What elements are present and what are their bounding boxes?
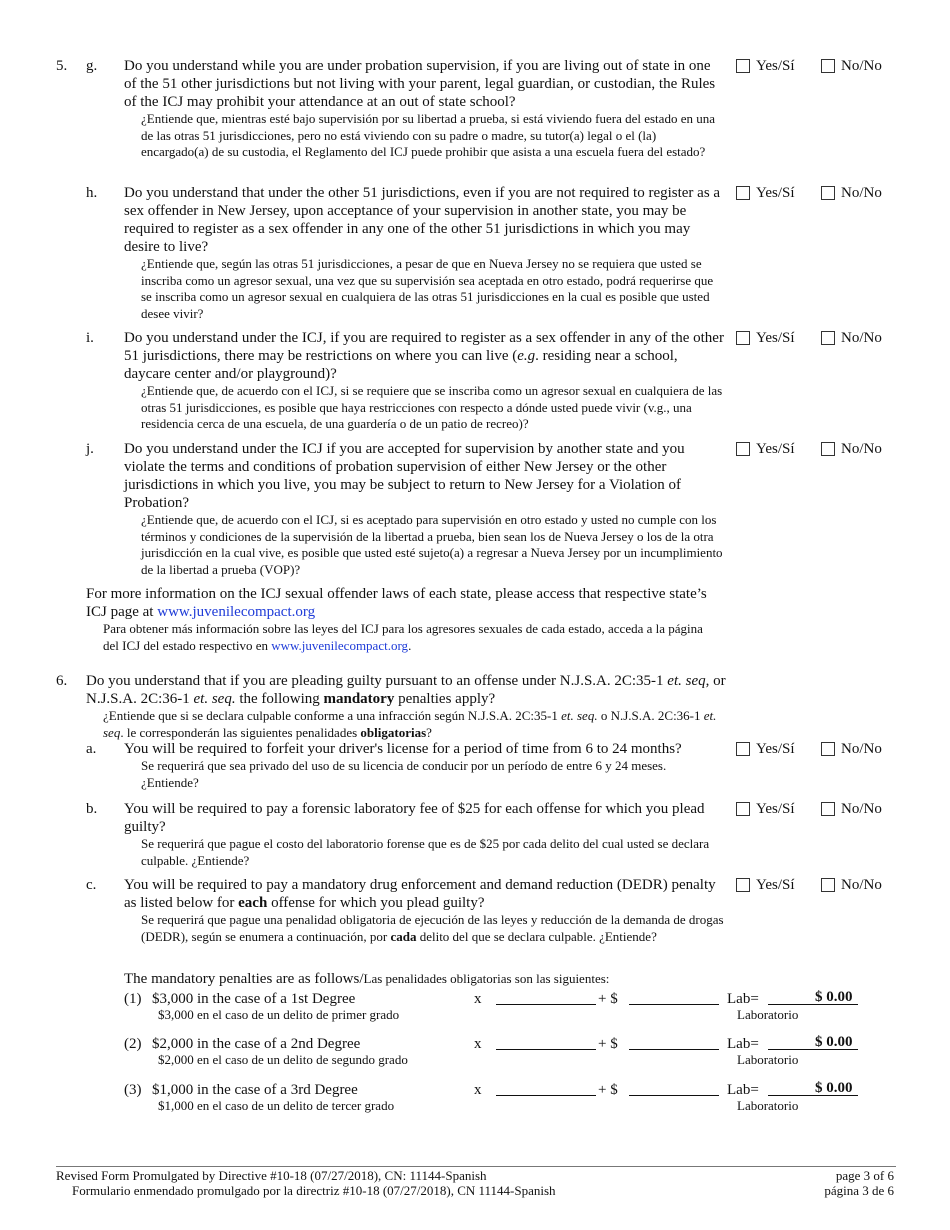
lab-label: Lab= — [727, 1082, 759, 1098]
footer-left-en: Revised Form Promulgated by Directive #10-18 (07/27/2018), CN: 11144-Spanish — [56, 1168, 487, 1183]
amount-field[interactable] — [629, 1049, 719, 1050]
question-text-es: ¿Entiende que si se declara culpable conforme a una infracción según N.J.S.A. 2C:35-1 et. seq. o N.J.S.A. 2C:36-1 et. seq. le corresponderán las siguientes penalidades obligatorias? — [103, 708, 717, 740]
no-label: No/No — [841, 741, 882, 757]
no-checkbox-6b[interactable] — [821, 800, 882, 818]
checkbox[interactable] — [821, 59, 835, 73]
penalty-label-es: $2,000 en el caso de un delito de segundo grado — [158, 1052, 408, 1067]
no-checkbox-5i[interactable] — [821, 329, 882, 347]
question-6b — [124, 800, 724, 869]
no-checkbox-5g[interactable] — [821, 57, 882, 75]
plus-dollar: + $ — [598, 1082, 618, 1098]
yes-checkbox-5g[interactable] — [736, 57, 795, 75]
yes-label: Yes/Sí — [756, 330, 795, 346]
quantity-field[interactable] — [496, 1049, 596, 1050]
icj-info — [86, 585, 711, 654]
penalty-label-en: $1,000 in the case of a 3rd Degree — [152, 1082, 358, 1098]
footer-divider — [56, 1166, 896, 1167]
item-letter: b. — [86, 801, 98, 817]
yes-checkbox-5j[interactable] — [736, 440, 795, 458]
checkbox[interactable] — [821, 878, 835, 892]
question-text-en: You will be required to pay a mandatory drug enforcement and demand reduction (DEDR) penalty as listed below for each offense for which you plead guilty? — [124, 877, 716, 911]
item-letter: a. — [86, 741, 97, 757]
checkbox[interactable] — [736, 331, 750, 345]
yes-label: Yes/Sí — [756, 185, 795, 201]
quantity-field[interactable] — [496, 1095, 596, 1096]
yes-label: Yes/Sí — [756, 741, 795, 757]
multiply-sign: x — [474, 1036, 482, 1052]
checkbox[interactable] — [736, 442, 750, 456]
footer-page-es: página 3 de 6 — [824, 1183, 894, 1198]
checkbox[interactable] — [821, 742, 835, 756]
question-text-es: ¿Entiende que, mientras esté bajo supervisión por su libertad a prueba, si está viviendo fuera del estado en una de las otras 51 jurisdicciones, pero no está viviendo con su padre o madre, su tutor(a) legal o el (la) encargado(a) de su custodia, el Reglamento del ICJ puede prohibir que asista a una escuela fuera del estado? — [141, 111, 715, 159]
question-5g — [124, 57, 724, 161]
yes-label: Yes/Sí — [756, 801, 795, 817]
multiply-sign: x — [474, 1082, 482, 1098]
no-label: No/No — [841, 801, 882, 817]
question-text-en: Do you understand that under the other 51 jurisdictions, even if you are not required to register as a sex offender in New Jersey, upon acceptance of your supervision in another state, you may be required to register as a sex offender in any one of the other 51 jurisdictions in which you may desire to live? — [124, 185, 721, 255]
yes-checkbox-6a[interactable] — [736, 740, 795, 758]
checkbox[interactable] — [736, 742, 750, 756]
yes-checkbox-5i[interactable] — [736, 329, 795, 347]
question-6c — [124, 876, 724, 945]
question-text-en: Do you understand under the ICJ, if you are required to register as a sex offender in any of the other 51 jurisdictions, there may be restrictions on where you can live (e.g. residing near a school, daycare center and/or playground)? — [124, 330, 724, 382]
yes-checkbox-6b[interactable] — [736, 800, 795, 818]
lab-label-es: Laboratorio — [737, 1052, 799, 1067]
question-text-en: You will be required to forfeit your driver's license for a period of time from 6 to 24 months? — [124, 741, 682, 757]
penalty-label-en: $2,000 in the case of a 2nd Degree — [152, 1036, 361, 1052]
question-text-en: Do you understand under the ICJ if you are accepted for supervision by another state and you violate the terms and conditions of probation supervision of either New Jersey or the other jurisdictions in which you live, you may be subject to return to New Jersey for a Violation of Probation? — [124, 441, 685, 511]
no-label: No/No — [841, 58, 882, 74]
footer-page-en: page 3 of 6 — [835, 1168, 894, 1183]
juvenilecompact-link[interactable]: www.juvenilecompact.org — [157, 604, 316, 620]
no-label: No/No — [841, 877, 882, 893]
penalty-number: (1) — [124, 991, 142, 1007]
no-label: No/No — [841, 185, 882, 201]
checkbox[interactable] — [736, 186, 750, 200]
no-label: No/No — [841, 441, 882, 457]
penalties-intro: The mandatory penalties are as follows/Las penalidades obligatorias son las siguientes: — [124, 971, 610, 987]
lab-label: Lab= — [727, 991, 759, 1007]
no-checkbox-5j[interactable] — [821, 440, 882, 458]
no-label: No/No — [841, 330, 882, 346]
yes-checkbox-6c[interactable] — [736, 876, 795, 894]
item-letter: j. — [86, 441, 94, 457]
checkbox[interactable] — [821, 442, 835, 456]
penalty-number: (3) — [124, 1082, 142, 1098]
lab-total-value: $ 0.00 — [815, 989, 853, 1005]
checkbox[interactable] — [736, 802, 750, 816]
amount-field[interactable] — [629, 1004, 719, 1005]
question-text-es: ¿Entiende que, según las otras 51 jurisdicciones, a pesar de que en Nueva Jersey no se requiera que usted se inscriba como un agresor sexual, una vez que su supervisión sea aceptada en otro estado, podrá requerirse que se inscriba como un agresor sexual en cualquiera de las otras 51 jurisdicciones en la cual es posible que usted desee vivir? — [141, 256, 714, 321]
lab-total-value: $ 0.00 — [815, 1080, 853, 1096]
plus-dollar: + $ — [598, 991, 618, 1007]
item-letter: g. — [86, 58, 98, 74]
checkbox[interactable] — [821, 802, 835, 816]
question-text-en: You will be required to pay a forensic laboratory fee of $25 for each offense for which you plead guilty? — [124, 801, 705, 835]
question-5h — [124, 184, 724, 322]
question-text-es: ¿Entiende que, de acuerdo con el ICJ, si se requiere que se inscriba como un agresor sexual en cualquiera de las otras 51 jurisdicciones, es posible que haya restricciones con respecto a dónde usted puede vivir (v.g., una residencia cerca de una escuela, de una guardería o de un patio de recreo)? — [141, 383, 723, 431]
question-number: 6. — [56, 673, 68, 689]
question-text-es: Se requerirá que pague una penalidad obligatoria de ejecución de las leyes y reducción de la demanda de drogas (DEDR), según se enumera a continuación, por cada delito del que se declara culpable. ¿Entiende? — [141, 912, 724, 944]
question-text-en: Do you understand that if you are pleading guilty pursuant to an offense under N.J.S.A. 2C:35-1 et. seq, or N.J.S.A. 2C:36-1 et. seq. the following mandatory penalties apply? — [86, 673, 726, 707]
yes-label: Yes/Sí — [756, 58, 795, 74]
question-5i — [124, 329, 724, 433]
icj-info-es: Para obtener más información sobre las leyes del ICJ para los agresores sexuales de cada estado, acceda a la página del ICJ del estado respectivo en www.juvenilecompact.org. — [103, 621, 703, 653]
yes-label: Yes/Sí — [756, 441, 795, 457]
checkbox[interactable] — [736, 59, 750, 73]
checkbox[interactable] — [736, 878, 750, 892]
penalty-label-en: $3,000 in the case of a 1st Degree — [152, 991, 356, 1007]
lab-label-es: Laboratorio — [737, 1007, 799, 1022]
question-text-en: Do you understand while you are under probation supervision, if you are living out of state in one of the 51 other jurisdictions but not living with your parent, legal guardian, or custodian, the Rules of the ICJ may prohibit your attendance at an out of state school? — [124, 58, 716, 110]
checkbox[interactable] — [821, 331, 835, 345]
yes-checkbox-5h[interactable] — [736, 184, 795, 202]
question-text-es: ¿Entiende que, de acuerdo con el ICJ, si es aceptado para supervisión en otro estado y usted no cumple con los términos y condiciones de la supervisión de la libertad a prueba, bien sean los de Nueva Jersey o los de la otra jurisdicción en la cual vive, es posible que usted esté sujeto(a) a regresar a Nueva Jersey por un incumplimiento de la libertad a prueba (VOP)? — [141, 512, 723, 577]
item-letter: c. — [86, 877, 97, 893]
checkbox[interactable] — [821, 186, 835, 200]
no-checkbox-5h[interactable] — [821, 184, 882, 202]
multiply-sign: x — [474, 991, 482, 1007]
question-text-es: Se requerirá que sea privado del uso de su licencia de conducir por un período de entre 6 y 24 meses. ¿Entiende? — [141, 758, 667, 790]
lab-label: Lab= — [727, 1036, 759, 1052]
icj-info-en: For more information on the ICJ sexual offender laws of each state, please access that respective state’s ICJ page at www.juvenilecompact.org — [86, 586, 707, 620]
lab-label-es: Laboratorio — [737, 1098, 799, 1113]
item-letter: h. — [86, 185, 98, 201]
no-checkbox-6a[interactable] — [821, 740, 882, 758]
penalty-label-es: $3,000 en el caso de un delito de primer grado — [158, 1007, 400, 1022]
yes-label: Yes/Sí — [756, 877, 795, 893]
quantity-field[interactable] — [496, 1004, 596, 1005]
question-number: 5. — [56, 58, 68, 74]
footer-left-es: Formulario enmendado promulgado por la directriz #10-18 (07/27/2018), CN 11144-Spanish — [72, 1183, 556, 1198]
juvenilecompact-link-es[interactable]: www.juvenilecompact.org — [271, 637, 409, 653]
plus-dollar: + $ — [598, 1036, 618, 1052]
question-6a — [124, 740, 724, 791]
penalty-label-es: $1,000 en el caso de un delito de tercer grado — [158, 1098, 395, 1113]
lab-total-value: $ 0.00 — [815, 1034, 853, 1050]
question-text-es: Se requerirá que pague el costo del laboratorio forense que es de $25 por cada delito del cual usted se declara culpable. ¿Entiende? — [141, 836, 710, 868]
question-5j — [124, 440, 724, 578]
no-checkbox-6c[interactable] — [821, 876, 882, 894]
item-letter: i. — [86, 330, 94, 346]
penalty-number: (2) — [124, 1036, 142, 1052]
amount-field[interactable] — [629, 1095, 719, 1096]
question-6-intro — [86, 672, 726, 741]
